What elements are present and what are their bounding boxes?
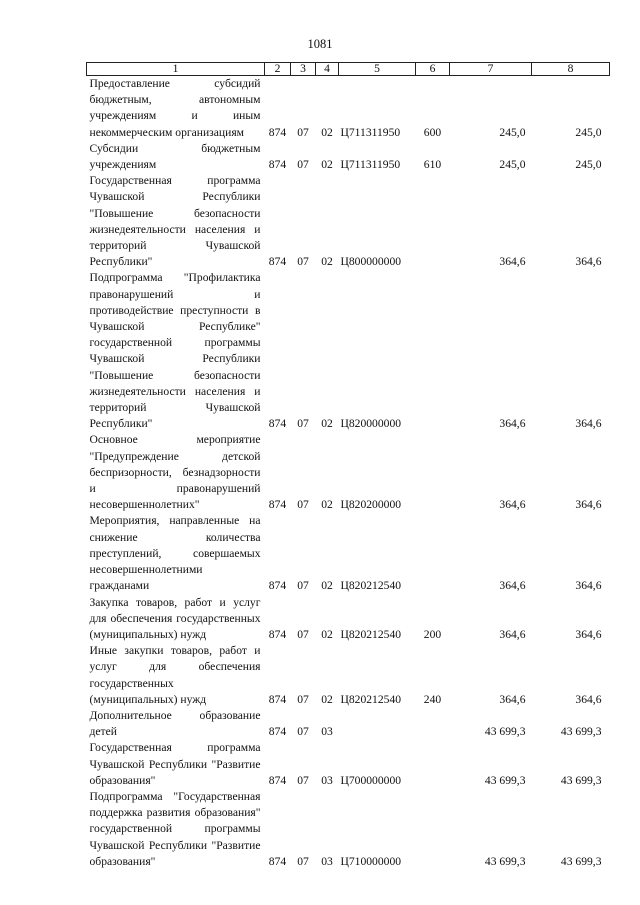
row-subsection-code: 02 <box>321 125 333 139</box>
row-section-code: 07 <box>297 692 309 706</box>
row-target-article: Ц800000000 <box>340 255 402 269</box>
row-ministry-code: 874 <box>268 255 287 269</box>
row-amount-col8: 43 699,3 <box>560 773 602 787</box>
row-ministry-code: 874 <box>268 627 287 641</box>
row-amount-col7: 364,6 <box>499 417 526 431</box>
row-amount-col7: 43 699,3 <box>484 725 526 739</box>
row-name-cell: Государственная программа Чувашской Республики "Развитие образования" <box>89 741 261 787</box>
row-ministry-code: 874 <box>268 854 287 868</box>
table-row <box>87 740 610 789</box>
row-amount-col7: 364,6 <box>499 255 526 269</box>
row-amount-col7: 364,6 <box>499 692 526 706</box>
row-section-code: 07 <box>297 158 309 172</box>
header-col-1: 1 <box>87 63 265 76</box>
row-amount-col8: 245,0 <box>575 158 602 172</box>
row-amount-col8: 43 699,3 <box>560 725 602 739</box>
row-name-cell: Мероприятия, направленные на снижение количества преступлений, совершаемых несовершеннолетними гражданами <box>89 514 261 593</box>
row-subsection-code: 02 <box>321 255 333 269</box>
row-expense-type <box>416 708 450 740</box>
row-expense-type <box>416 513 450 594</box>
row-expense-type: 200 <box>423 627 442 641</box>
header-col-4: 4 <box>316 63 339 76</box>
row-amount-col8: 364,6 <box>575 627 602 641</box>
row-amount-col7: 245,0 <box>499 158 526 172</box>
row-section-code: 07 <box>297 725 309 739</box>
header-col-2: 2 <box>265 63 291 76</box>
row-expense-type <box>416 173 450 270</box>
row-target-article: Ц820000000 <box>340 417 402 431</box>
row-ministry-code: 874 <box>268 158 287 172</box>
row-amount-col7: 364,6 <box>499 498 526 512</box>
row-target-article: Ц700000000 <box>340 773 402 787</box>
row-section-code: 07 <box>297 417 309 431</box>
row-amount-col8: 364,6 <box>575 498 602 512</box>
row-target-article: Ц820212540 <box>340 627 402 641</box>
row-name-cell: Субсидии бюджетным учреждениям <box>89 141 261 172</box>
table-row <box>87 76 610 141</box>
row-ministry-code: 874 <box>268 725 287 739</box>
header-col-8: 8 <box>532 63 610 76</box>
row-subsection-code: 02 <box>321 692 333 706</box>
row-subsection-code: 03 <box>321 773 333 787</box>
row-target-article: Ц711311950 <box>340 125 401 139</box>
row-ministry-code: 874 <box>268 692 287 706</box>
table-row <box>87 141 610 173</box>
row-target-article: Ц710000000 <box>340 854 402 868</box>
row-expense-type <box>416 432 450 513</box>
row-subsection-code: 02 <box>321 498 333 512</box>
row-ministry-code: 874 <box>268 417 287 431</box>
row-subsection-code: 03 <box>321 725 333 739</box>
row-amount-col8: 364,6 <box>575 692 602 706</box>
row-section-code: 07 <box>297 255 309 269</box>
row-amount-col7: 245,0 <box>499 125 526 139</box>
row-amount-col7: 43 699,3 <box>484 854 526 868</box>
row-amount-col7: 43 699,3 <box>484 773 526 787</box>
row-section-code: 07 <box>297 125 309 139</box>
row-amount-col7: 364,6 <box>499 627 526 641</box>
table-row <box>87 708 610 740</box>
table-row <box>87 270 610 432</box>
row-name-cell: Подпрограмма "Профилактика правонарушений и противодействие преступности в Чувашской Республике" государственной программы Чувашской Республики "Повышение безопасности жизнедеятельности населения и территорий Чувашской Республики" <box>89 271 261 431</box>
row-section-code: 07 <box>297 627 309 641</box>
budget-table <box>86 62 610 870</box>
row-subsection-code: 02 <box>321 417 333 431</box>
row-expense-type: 600 <box>423 125 442 139</box>
row-target-article: Ц820200000 <box>340 498 402 512</box>
row-ministry-code: 874 <box>268 125 287 139</box>
row-expense-type <box>416 789 450 870</box>
table-row <box>87 643 610 708</box>
table-row <box>87 789 610 870</box>
row-section-code: 07 <box>297 773 309 787</box>
row-expense-type: 610 <box>423 158 442 172</box>
row-expense-type: 240 <box>423 692 442 706</box>
row-ministry-code: 874 <box>268 498 287 512</box>
header-col-7: 7 <box>450 63 532 76</box>
row-name-cell: Государственная программа Чувашской Республики "Повышение безопасности жизнедеятельности населения и территорий Чувашской Республики" <box>89 174 261 269</box>
row-section-code: 07 <box>297 579 309 593</box>
row-name-cell: Дополнительное образование детей <box>89 708 261 739</box>
header-col-6: 6 <box>416 63 450 76</box>
row-amount-col8: 364,6 <box>575 255 602 269</box>
row-ministry-code: 874 <box>268 773 287 787</box>
row-expense-type <box>416 270 450 432</box>
row-name-cell: Предоставление субсидий бюджетным, автономным учреждениям и иным некоммерческим организациям <box>89 77 261 139</box>
page-number: 1081 <box>307 37 333 51</box>
row-target-article <box>339 708 416 740</box>
row-amount-col8: 364,6 <box>575 579 602 593</box>
row-subsection-code: 02 <box>321 579 333 593</box>
table-header-row <box>87 63 610 76</box>
header-col-3: 3 <box>291 63 316 76</box>
row-name-cell: Иные закупки товаров, работ и услуг для обеспечения государственных (муниципальных) нужд <box>89 644 261 706</box>
row-section-code: 07 <box>297 498 309 512</box>
table-row <box>87 432 610 513</box>
row-ministry-code: 874 <box>268 579 287 593</box>
row-amount-col7: 364,6 <box>499 579 526 593</box>
row-section-code: 07 <box>297 854 309 868</box>
row-amount-col8: 245,0 <box>575 125 602 139</box>
header-col-5: 5 <box>339 63 416 76</box>
table-row <box>87 595 610 644</box>
table-row <box>87 173 610 270</box>
row-target-article: Ц820212540 <box>340 579 402 593</box>
table-row <box>87 513 610 594</box>
row-amount-col8: 364,6 <box>575 417 602 431</box>
row-target-article: Ц820212540 <box>340 692 402 706</box>
row-name-cell: Основное мероприятие "Предупреждение детской беспризорности, безнадзорности и правонарушений несовершеннолетних" <box>89 433 261 512</box>
row-name-cell: Подпрограмма "Государственная поддержка развития образования" государственной программы Чувашской Республики "Развитие образования" <box>89 789 261 868</box>
row-amount-col8: 43 699,3 <box>560 854 602 868</box>
row-subsection-code: 03 <box>321 854 333 868</box>
row-expense-type <box>416 740 450 789</box>
row-target-article: Ц711311950 <box>340 158 401 172</box>
row-subsection-code: 02 <box>321 627 333 641</box>
row-subsection-code: 02 <box>321 158 333 172</box>
row-name-cell: Закупка товаров, работ и услуг для обеспечения государственных (муниципальных) нужд <box>89 595 261 641</box>
